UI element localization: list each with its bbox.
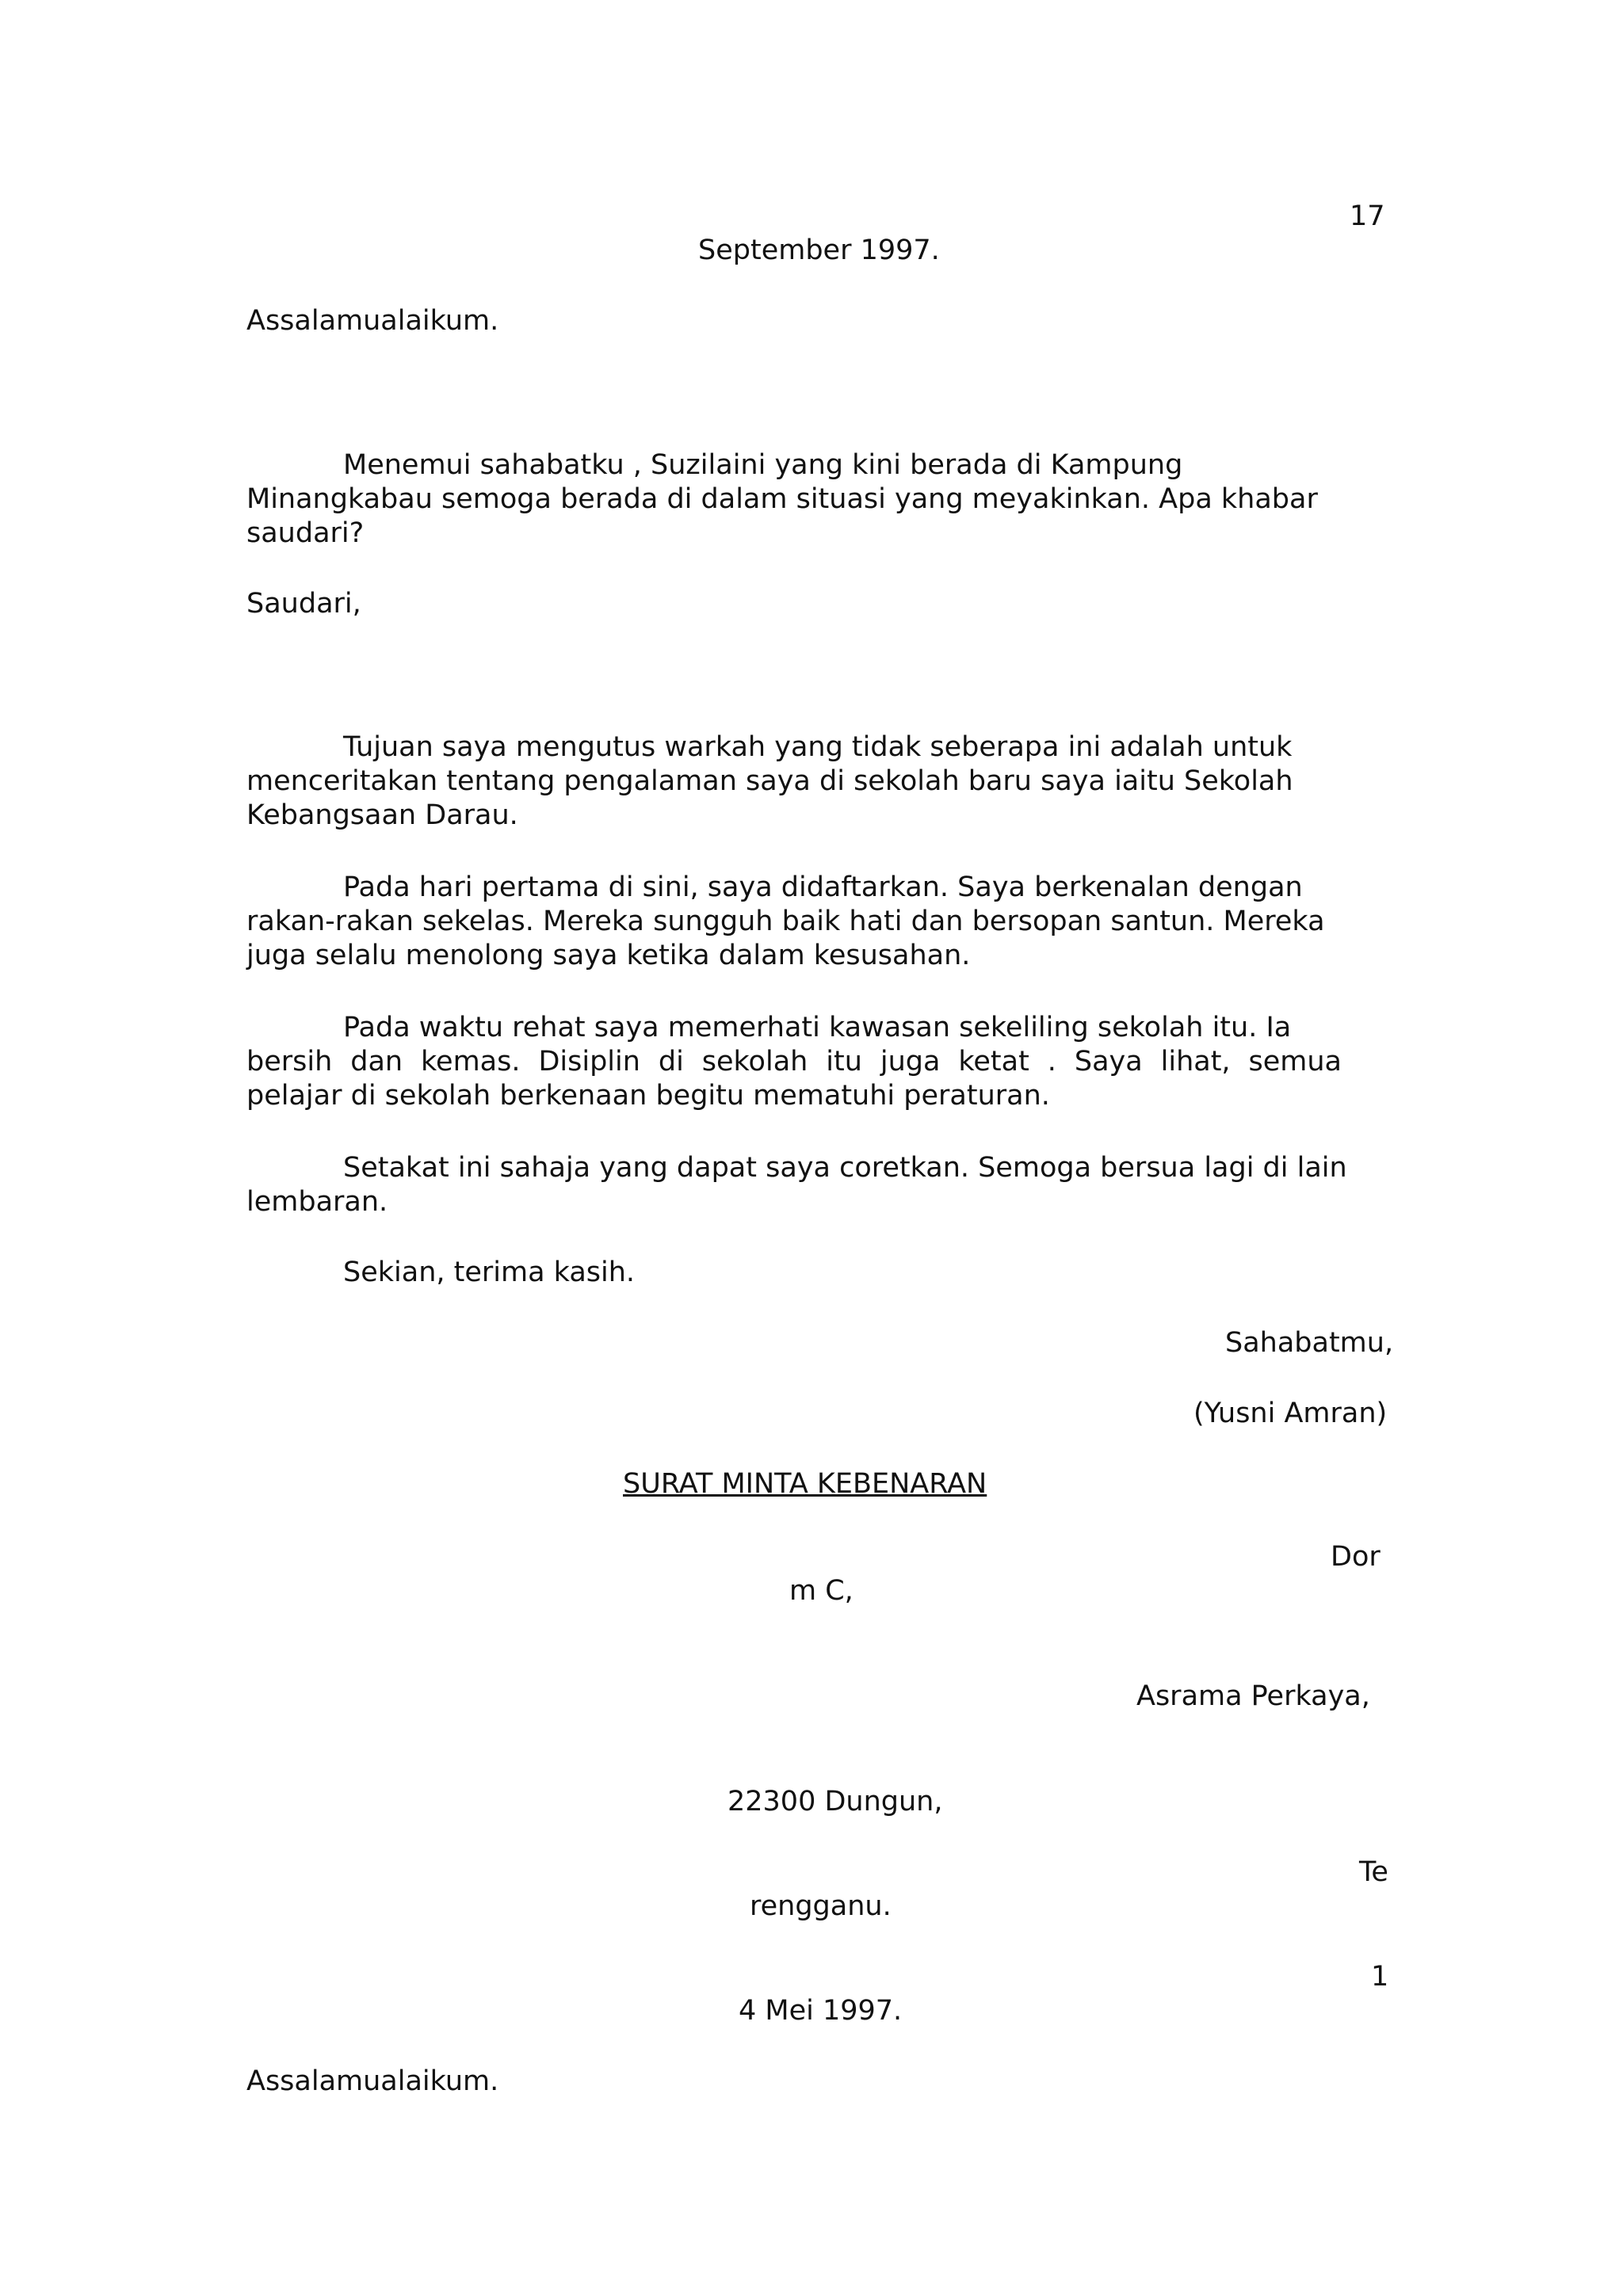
signature-name: (Yusni Amran) [1193, 1398, 1388, 1429]
address-line-2: Asrama Perkaya, [1136, 1680, 1370, 1712]
paragraph-purpose [246, 730, 1340, 833]
greeting: Assalamualaikum. [246, 305, 499, 337]
paragraph-first-day [246, 871, 1340, 973]
paragraph-line: saudari? [246, 517, 365, 549]
paragraph-line: lembaran. [246, 1186, 388, 1218]
paragraph-opening [246, 448, 1340, 551]
paragraph-ending [246, 1151, 1347, 1219]
address-line-1a: Dor [1331, 1541, 1381, 1573]
paragraph-line: menceritakan tentang pengalaman saya di sekolah baru saya iaitu Sekolah [246, 765, 1293, 797]
address-line-3: 22300 Dungun, [727, 1786, 943, 1817]
address-line-4a: Te [1359, 1856, 1388, 1888]
paragraph-line: Minangkabau semoga berada di dalam situasi yang meyakinkan. Apa khabar [246, 483, 1318, 515]
paragraph-line: Kebangsaan Darau. [246, 799, 518, 831]
date-day: 1 [1371, 1961, 1389, 1993]
paragraph-line: Setakat ini sahaja yang dapat saya coretkan. Semoga bersua lagi di lain [343, 1152, 1347, 1184]
paragraph-line: rakan-rakan sekelas. Mereka sungguh baik hati dan bersopan santun. Mereka [246, 906, 1325, 937]
paragraph-line: bersih dan kemas. Disiplin di sekolah itu juga ketat . Saya lihat, semua [246, 1046, 1342, 1077]
paragraph-line: juga selalu menolong saya ketika dalam kesusahan. [246, 940, 971, 971]
date-month-year: September 1997. [698, 235, 940, 266]
address-line-4b: rengganu. [750, 1890, 892, 1922]
address-line-1b: m C, [789, 1575, 854, 1607]
paragraph-line: Tujuan saya mengutus warkah yang tidak seberapa ini adalah untuk [343, 731, 1293, 763]
date-month-year: 4 Mei 1997. [739, 1995, 903, 2027]
closing: Sekian, terima kasih. [343, 1257, 636, 1288]
paragraph-line: Pada hari pertama di sini, saya didaftarkan. Saya berkenalan dengan [343, 871, 1303, 903]
paragraph-line: Pada waktu rehat saya memerhati kawasan sekeliling sekolah itu. Ia [343, 1012, 1292, 1043]
salutation: Saudari, [246, 588, 361, 620]
greeting: Assalamualaikum. [246, 2065, 499, 2097]
sign-off: Sahabatmu, [1225, 1327, 1394, 1359]
section-title: SURAT MINTA KEBENARAN [623, 1468, 987, 1500]
paragraph-line: pelajar di sekolah berkenaan begitu mematuhi peraturan. [246, 1080, 1050, 1112]
paragraph-line: Menemui sahabatku , Suzilaini yang kini berada di Kampung [343, 449, 1183, 481]
date-day: 17 [1350, 200, 1385, 232]
paragraph-recess [246, 1011, 1342, 1113]
